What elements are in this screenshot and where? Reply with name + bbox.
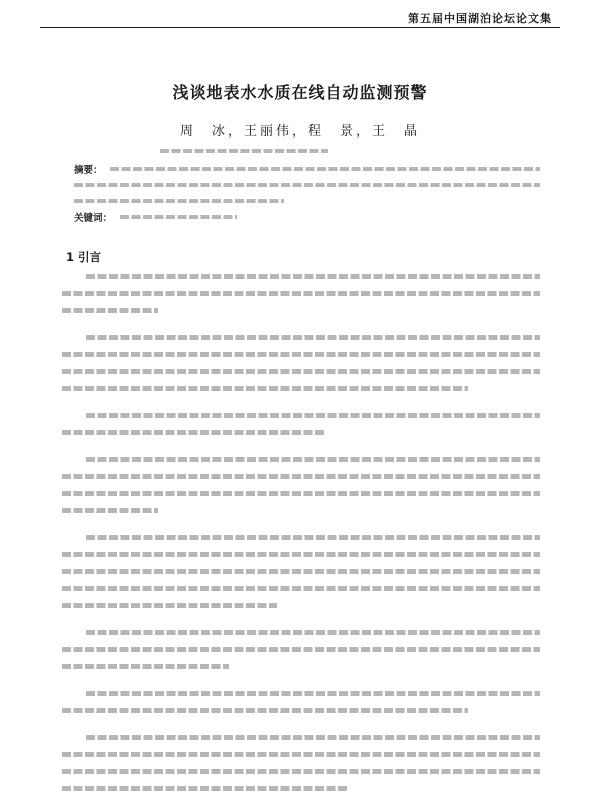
authors-line: 周 冰，王丽伟，程 景，王 晶 — [179, 124, 420, 139]
paragraph — [62, 407, 540, 441]
body-text — [62, 268, 540, 807]
paragraph — [62, 624, 540, 675]
abstract-block — [74, 161, 540, 209]
affiliation-line — [0, 143, 600, 159]
section-heading: 1 引言 — [66, 250, 102, 264]
header-rule — [40, 27, 560, 28]
paragraph — [62, 729, 540, 797]
paragraph — [62, 685, 540, 719]
paragraph — [62, 268, 540, 319]
running-header: 第五届中国湖泊论坛论文集 — [408, 12, 552, 25]
paragraph — [62, 529, 540, 614]
paragraph — [62, 451, 540, 519]
abstract-label: 摘要： — [74, 162, 105, 176]
article-title: 浅谈地表水水质在线自动监测预警 — [172, 83, 428, 102]
paragraph — [62, 329, 540, 397]
keywords-block — [74, 209, 540, 225]
keywords-label: 关键词： — [74, 210, 114, 224]
